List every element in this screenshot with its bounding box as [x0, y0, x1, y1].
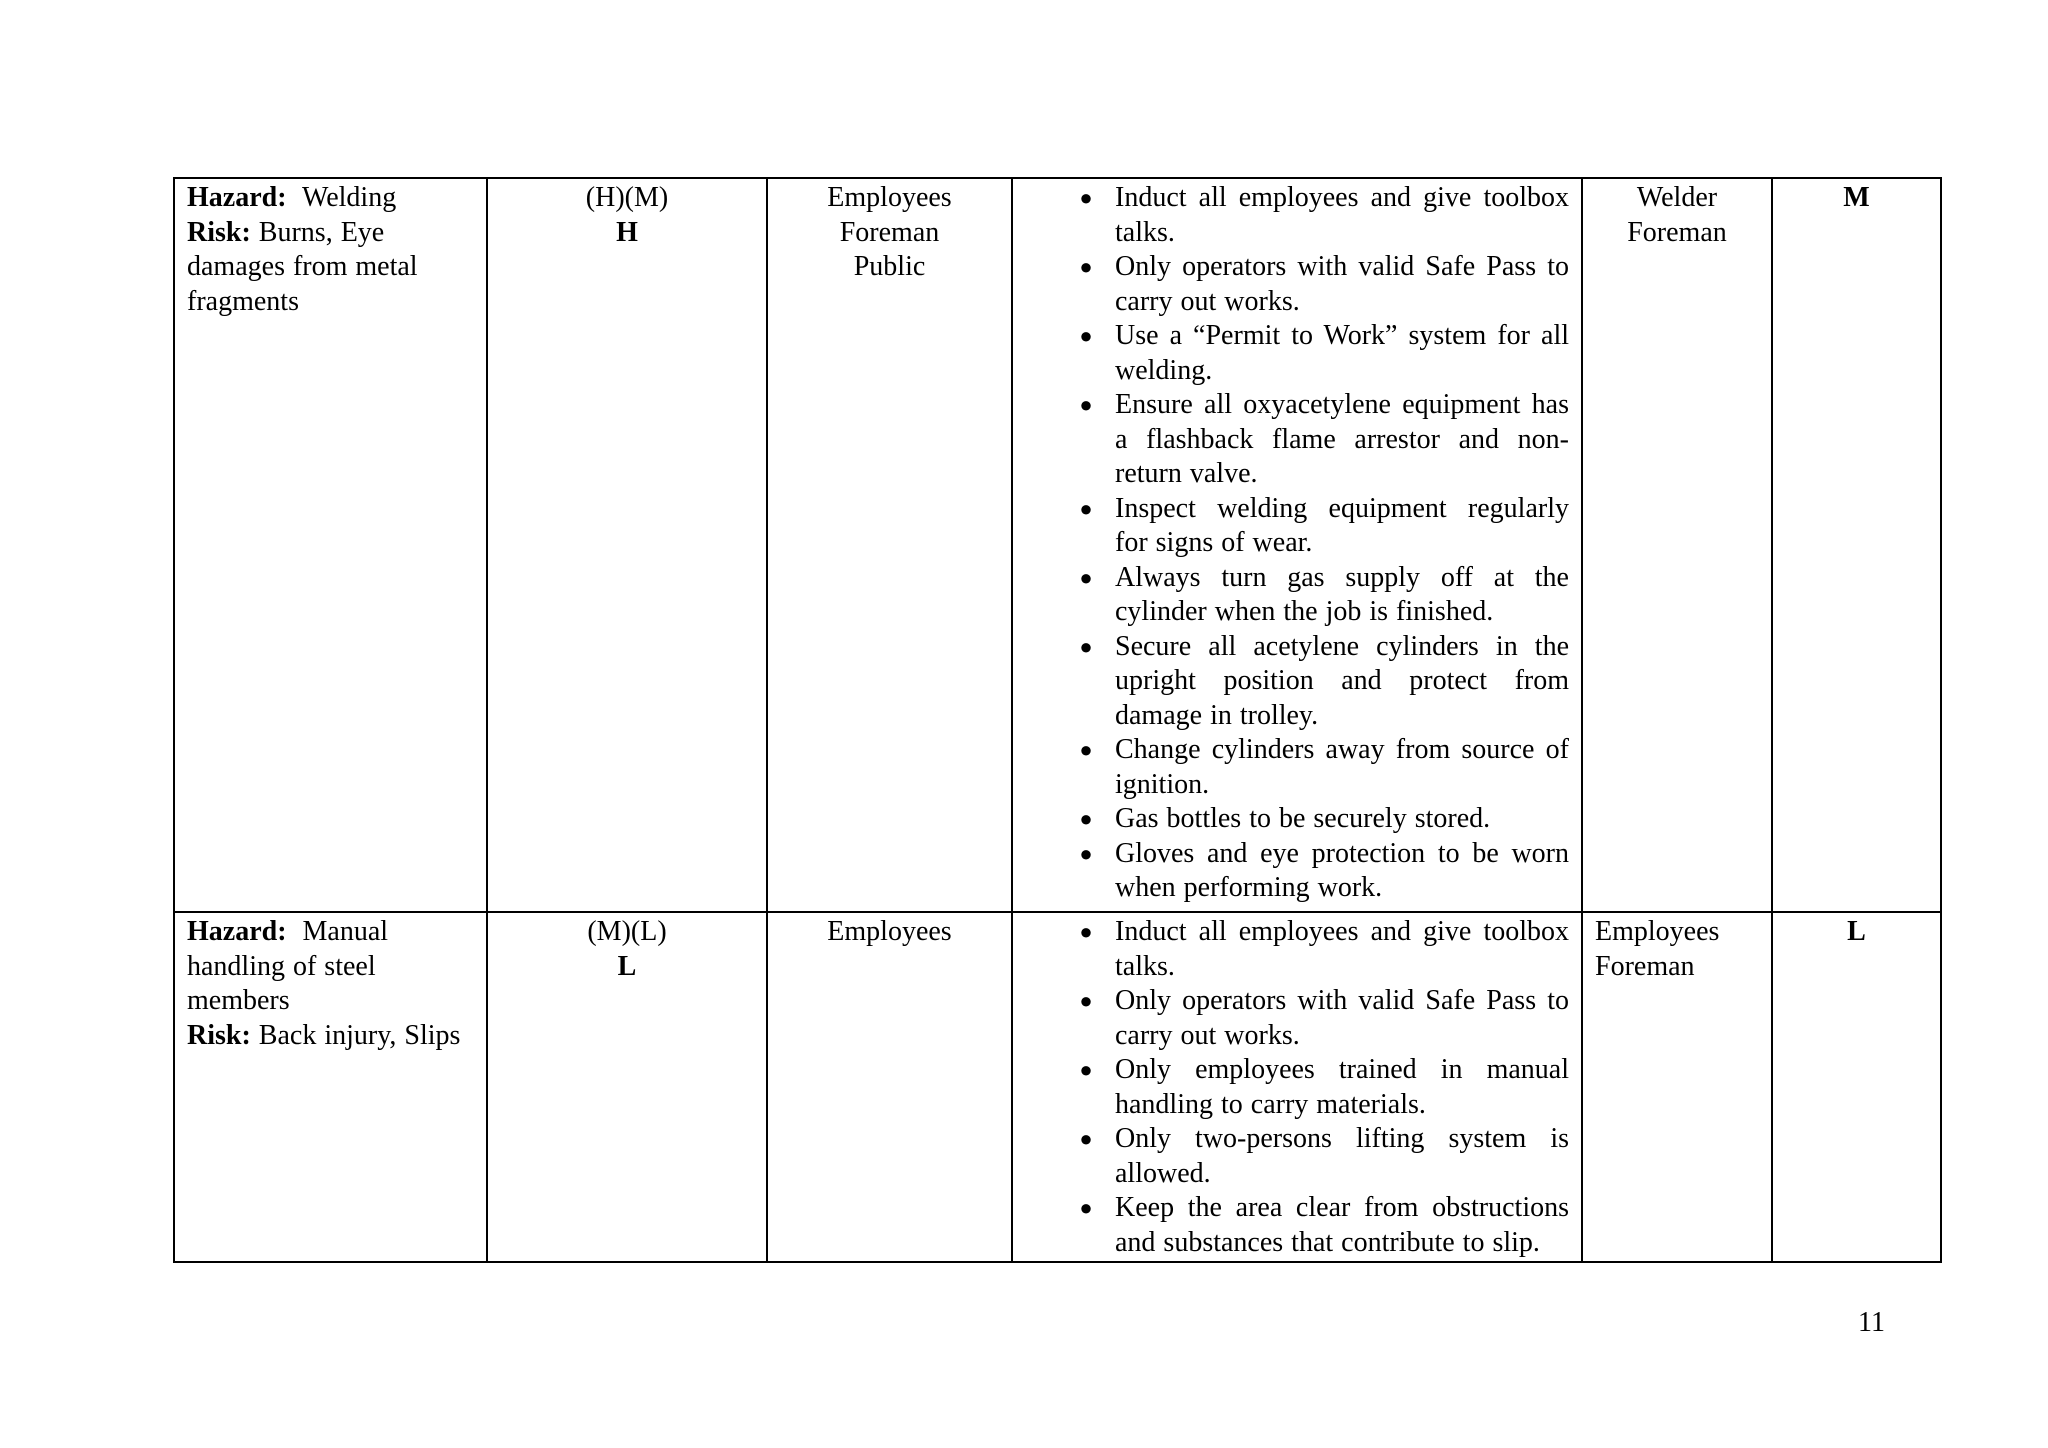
residual-risk-level: M — [1843, 182, 1870, 213]
bullet-icon: ● — [1079, 1195, 1093, 1220]
risk-rating-level: H — [616, 216, 638, 248]
responsible-cell — [1582, 912, 1772, 1262]
risk-rating-cell — [487, 912, 767, 1262]
list-item: ● Only two-persons lifting system is allowed. — [1025, 1122, 1569, 1191]
bullet-icon: ● — [1079, 737, 1093, 762]
list-item: ● Only operators with valid Safe Pass to carry out works. — [1025, 984, 1569, 1053]
control-measures-cell — [1012, 912, 1582, 1262]
hazard-cell — [174, 912, 487, 1262]
list-item: ● Inspect welding equipment regularly for signs of wear. — [1025, 492, 1569, 561]
bullet-icon: ● — [1079, 495, 1093, 521]
person-at-risk: Employees — [827, 916, 952, 947]
bullet-icon: ● — [1079, 1057, 1093, 1082]
persons-at-risk-cell — [767, 178, 1012, 912]
person-at-risk: Foreman — [839, 216, 940, 248]
bullet-icon: ● — [1079, 919, 1093, 944]
bullet-icon: ● — [1079, 564, 1093, 590]
risk-assessment-table — [173, 177, 1942, 1263]
bullet-icon: ● — [1079, 1126, 1093, 1151]
bullet-icon: ● — [1079, 254, 1093, 279]
responsible-person: Employees — [1595, 916, 1720, 947]
table-row-manual-handling — [174, 912, 1941, 1262]
bullet-icon: ● — [1079, 988, 1093, 1013]
list-item: ● Secure all acetylene cylinders in the upright position and protect from damage in trolley. — [1025, 630, 1569, 734]
list-item: ● Change cylinders away from source of ignition. — [1025, 733, 1569, 802]
hazard-text-line: members — [187, 985, 290, 1016]
table-row-welding — [174, 178, 1941, 912]
risk-text: Back injury, Slips — [258, 1019, 461, 1051]
person-at-risk: Employees — [827, 182, 952, 213]
responsible-cell — [1582, 178, 1772, 912]
responsible-person: Welder — [1636, 182, 1718, 213]
list-item: ● Gloves and eye protection to be worn when performing work. — [1025, 837, 1569, 906]
list-item: ● Only employees trained in manual handling to carry materials. — [1025, 1053, 1569, 1122]
risk-rating-cell — [487, 178, 767, 912]
list-item: ● Keep the area clear from obstructions and substances that contribute to slip. — [1025, 1191, 1569, 1260]
control-measures-list — [1025, 181, 1569, 906]
list-item: ● Induct all employees and give toolbox talks. — [1025, 915, 1569, 984]
risk-text-line: Burns, Eye — [258, 216, 385, 248]
list-item: ● Induct all employees and give toolbox talks. — [1025, 181, 1569, 250]
risk-label: Risk: — [187, 1019, 251, 1051]
hazard-label: Hazard: — [187, 182, 287, 213]
list-item: ● Use a “Permit to Work” system for all welding. — [1025, 319, 1569, 388]
hazard-text-line: handling of steel — [187, 950, 376, 982]
bullet-icon: ● — [1079, 840, 1093, 866]
risk-rating-level: L — [617, 950, 637, 982]
bullet-icon: ● — [1079, 185, 1093, 210]
hazard-cell — [174, 178, 487, 912]
hazard-label: Hazard: — [187, 916, 287, 947]
list-item: ● Always turn gas supply off at the cylinder when the job is finished. — [1025, 561, 1569, 630]
list-item: ● Only operators with valid Safe Pass to carry out works. — [1025, 250, 1569, 319]
bullet-icon: ● — [1079, 806, 1093, 831]
risk-label: Risk: — [187, 216, 251, 248]
bullet-icon: ● — [1079, 392, 1093, 417]
hazard-text-line: Manual — [302, 916, 389, 947]
residual-risk-cell — [1772, 178, 1941, 912]
residual-risk-level: L — [1847, 916, 1866, 947]
risk-text-line: fragments — [187, 285, 299, 317]
list-item: ● Gas bottles to be securely stored. — [1025, 802, 1569, 837]
risk-text-line: damages from metal — [187, 251, 418, 282]
control-measures-list — [1025, 915, 1569, 1260]
hazard-text: Welding — [302, 182, 397, 213]
bullet-icon: ● — [1079, 633, 1093, 659]
list-item: ● Ensure all oxyacetylene equipment has a flashback flame arrestor and non-return valve. — [1025, 388, 1569, 492]
page-number: 11 — [1858, 1307, 1885, 1338]
bullet-icon: ● — [1079, 323, 1093, 348]
responsible-person: Foreman — [1595, 950, 1695, 982]
person-at-risk: Public — [853, 251, 926, 282]
responsible-person: Foreman — [1627, 216, 1727, 248]
persons-at-risk-cell — [767, 912, 1012, 1262]
risk-rating-initial: (M)(L) — [587, 916, 667, 947]
control-measures-cell — [1012, 178, 1582, 912]
residual-risk-cell — [1772, 912, 1941, 1262]
risk-rating-initial: (H)(M) — [585, 182, 669, 213]
